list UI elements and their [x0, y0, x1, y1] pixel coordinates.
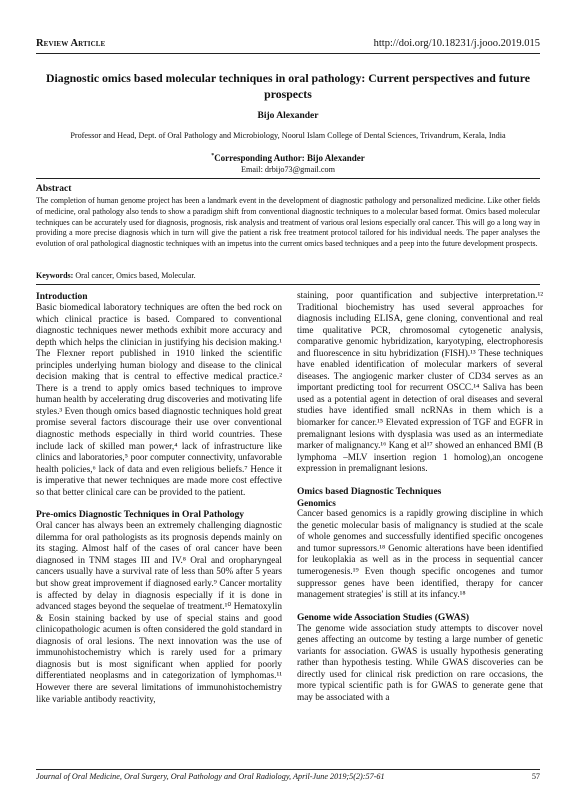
left-column [36, 291, 282, 706]
keywords [36, 271, 540, 280]
abstract-heading: Abstract [36, 184, 72, 194]
running-footer [36, 772, 540, 781]
article-type-label: Review Article [36, 38, 106, 49]
abstract-divider [36, 178, 540, 179]
page-number: 57 [531, 772, 540, 781]
abstract-body: The completion of human genome project has been a landmark event in the development of diagnostic pathology and personalized medicine. Like other fields of medicine, oral pathology also tends to show a paradigm shift from conventional diagnostic techniques to a molecular based format. Omics based molecular techniques can be accurately used for diagnosis, prognosis, risk analysis and treatment of various oral lesions especially oral cancer. This will go a long way in providing a more precise diagnosis which in turn will give the patient a risk free treatment protocol tailored for his individual needs. The paper analyses the evolution of oral pathological diagnostic techniques with an impetus into the current omics based techniques and a peep into the future development prospects. [36, 196, 540, 249]
author-name: Bijo Alexander [257, 111, 319, 121]
running-header [36, 38, 540, 52]
genomics-heading: Genomics [297, 497, 336, 508]
corresponding-mark: * [211, 153, 215, 159]
omics-heading: Omics based Diagnostic Techniques [297, 486, 442, 497]
introduction-body: Basic biomedical laboratory techniques are often the bed rock on which clinical practice is based. Compared to conventional diagnostic techniques newer methods exhibit more accuracy and depth which helps the clinician in justifying his decision making.¹ The Flexner report published in 1910 linked the scientific principles underlying human biology and disease to the clinical decision making that is central to effective medical practice.² There is a trend to apply omics based techniques to improve human health by accelerating drug discoveries and motivating life styles.³ Even though omics based diagnostic techniques hold great promise several factors discourage their use over conventional diagnostic methods especially in third world countries. These include lack of skilled man power,⁴ lack of infrastructure like clinics and laboratories,⁵ poor computer connectivity, unfavorable health policies,⁶ lack of data and even religious beliefs.⁷ Hence it is imperative that newer techniques are made more cost effective so that better clinical care can be provided to the patient. [36, 303, 282, 498]
keywords-divider [36, 284, 540, 285]
journal-citation: Journal of Oral Medicine, Oral Surgery, Oral Pathology and Oral Radiology, April-June 2019;5(2):57-61 [36, 772, 385, 781]
corresponding-author [36, 153, 540, 163]
keywords-label: Keywords: [36, 271, 74, 280]
genomics-body: Cancer based genomics is a rapidly growing discipline in which the genetic molecular basis of malignancy is studied at the scale of whole genomes and successfully identified specific oncogenes and tumor supressors.¹⁸ Genomic alterations have been identified for leukoplakia as well as in the process in sequential cancer tumerogenesis.¹⁹ Even though specific oncogenes and tumor suppressor genes have been identified, therapy for cancer management strategies' is still at its infancy.¹⁸ [297, 509, 543, 601]
continued-body: staining, poor quantification and subjective interpretation.¹² Traditional biochemistry has used several approaches for diagnosis including ELISA, gene cloning, conventional and real time qualitative PCR, chromosomal cytogenetic analysis, comparative genomic hybridization, karyotyping, electrophoresis and fluorescence in situ hybridization (FISH).¹³ These techniques have enabled identification of molecular markers of several diseases. The angiogenic marker cluster of CD34 serves as an important predicting tool for recurrent OSCC.¹⁴ Saliva has been used as a potential agent in detection of oral diseases and several studies have identified small ncRNAs in them which is a biomarker for cancer.¹⁵ Elevated expression of TGF and EGFR in premalignant lesions with dysplasia was used as an intermediate marker of malignancy.¹⁶ Kang et al¹⁷ showed an enhanced BMI (B lymphoma –MLV insertion region 1 homolog),an oncogene expression in premalignant lesions. [297, 291, 543, 475]
gwas-heading: Genome wide Association Studies (GWAS) [297, 612, 470, 623]
author-email[interactable]: Email: drbijo73@gmail.com [241, 165, 335, 174]
header-divider [36, 53, 540, 54]
footer-divider [36, 769, 540, 770]
author-affiliation: Professor and Head, Dept. of Oral Pathology and Microbiology, Noorul Islam College of Dental Sciences, Trivandrum, Kerala, India [70, 131, 506, 140]
preomics-body: Oral cancer has always been an extremely challenging diagnostic dilemma for oral pathologists as its prognosis depends mainly on its staging. Almost half of the cases of oral cancer have been diagnosed in TNM stages III and IV.⁸ Oral and oropharyngeal cancers usually have a survival rate of less than 50% after 5 years but show great improvement if diagnosed early.⁹ Cancer mortality is affected by delay in diagnosis especially if it is done in advanced stages beyond the sequelae of treatment.¹⁰ Hematoxylin & Eosin staining backed by use of special stains and good clinicopathologic acumen is often considered the gold standard in diagnosis of oral lesions. The next innovation was the use of immunohistochemistry which is rarely used for a primary diagnosis but is most significant when applied for poorly differentiated neoplasms and in categorization of lymphomas.¹¹ However there are several limitations of immunohistochemistry like variable antibody reactivity, [36, 521, 282, 705]
article-title: Diagnostic omics based molecular techniques in oral pathology: Current perspectives and future prospects [46, 71, 530, 101]
keywords-text: Oral cancer, Omics based, Molecular. [75, 271, 196, 280]
doi-link[interactable]: http://doi.org/10.18231/j.jooo.2019.015 [373, 38, 540, 49]
preomics-heading: Pre-omics Diagnostic Techniques in Oral Pathology [36, 510, 245, 521]
corresponding-author-text: Corresponding Author: Bijo Alexander [214, 153, 365, 163]
gwas-body: The genome wide association study attempts to discover novel genes affecting an outcome by testing a large number of genetic variants for association. GWAS is usually hypothesis generating rather than hypothesis testing. While GWAS discoveries can be directly used for clinical risk prediction on rare occasions, the more typical scientific path is for GWAS to generate gene that may be associated with a [297, 623, 543, 703]
introduction-heading: Introduction [36, 292, 88, 302]
right-column [297, 291, 543, 704]
